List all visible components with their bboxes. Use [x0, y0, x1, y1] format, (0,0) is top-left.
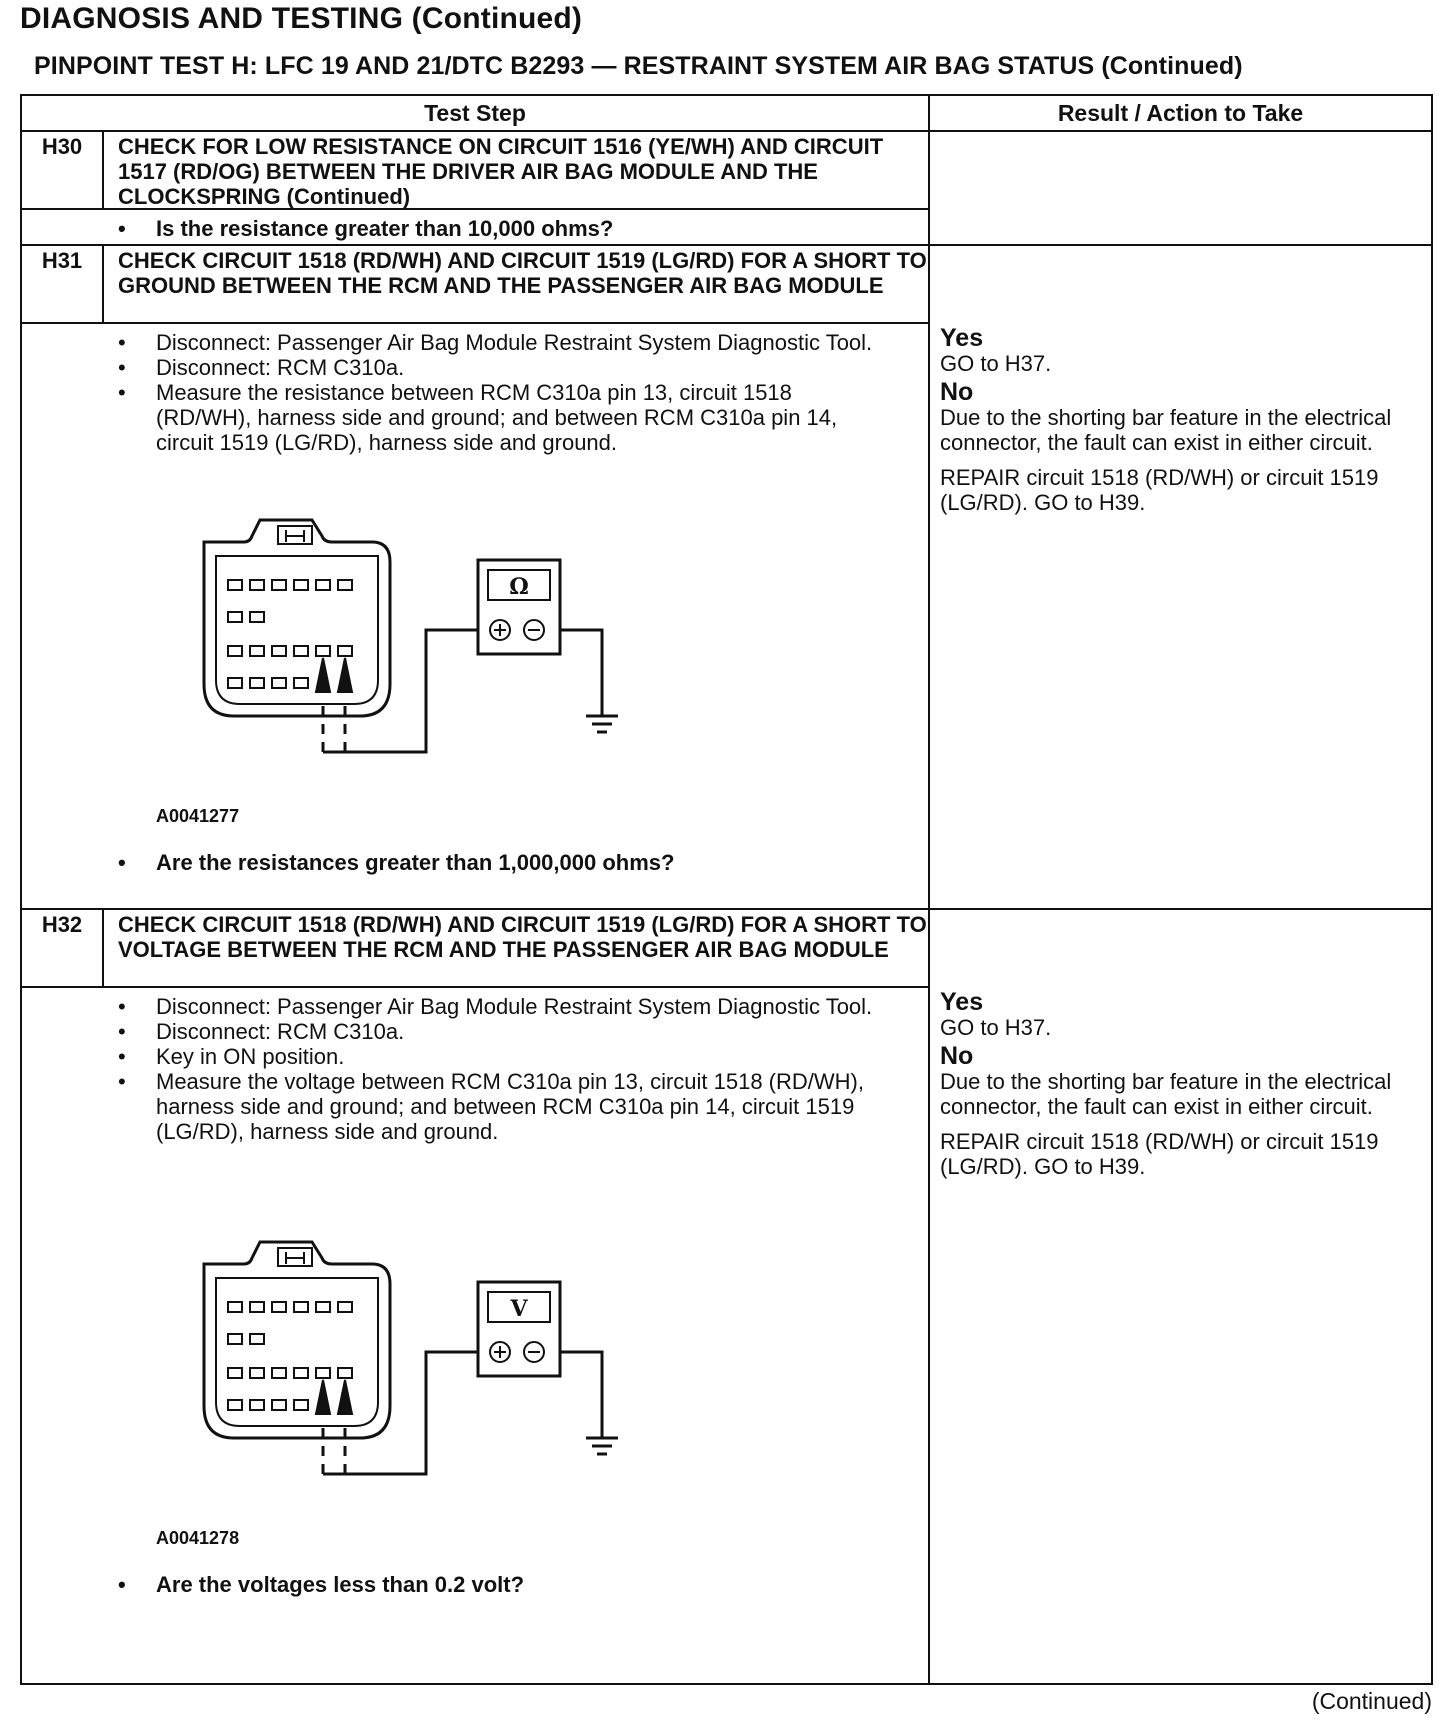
step-question-h32: • Are the voltages less than 0.2 volt? — [118, 1572, 525, 1597]
continued-footer: (Continued) — [1311, 1688, 1432, 1714]
yes-action: GO to H37. — [940, 351, 1052, 376]
h31-title-rule — [22, 322, 928, 324]
no-label: No — [940, 1042, 974, 1070]
instruction-item: • Measure the resistance between RCM C310a pin 13, circuit 1518 (RD/WH), harness side and ground; and between RCM C310a pin 14, circuit 1519 (LG/RD), harness side and ground. — [118, 380, 838, 455]
id-divider-h32 — [102, 908, 104, 986]
header-rule — [22, 130, 1431, 132]
step-id-h30: H30 — [41, 134, 83, 159]
figure-id-h31: A0041277 — [156, 806, 240, 826]
h32-title-rule — [22, 986, 928, 988]
step-question-h31: • Are the resistances greater than 1,000,000 ohms? — [118, 850, 675, 875]
yes-label: Yes — [940, 988, 984, 1016]
step-instructions-h31 — [118, 330, 878, 455]
ohm-symbol: Ω — [509, 574, 529, 600]
result-h32 — [940, 990, 1420, 1179]
yes-label: Yes — [940, 324, 984, 352]
instruction-item: • Measure the voltage between RCM C310a pin 13, circuit 1518 (RD/WH), harness side and ground; and between RCM C310a pin 14, circuit 1519 (LG/RD), harness side and ground. — [118, 1069, 864, 1144]
instruction-item: • Disconnect: RCM C310a. — [118, 355, 405, 380]
pinpoint-test-table — [20, 94, 1433, 1685]
repair-action: REPAIR circuit 1518 (RD/WH) or circuit 1519 (LG/RD). GO to H39. — [940, 465, 1379, 515]
no-explanation: Due to the shorting bar feature in the electrical connector, the fault can exist in either circuit. — [940, 1069, 1392, 1119]
no-explanation: Due to the shorting bar feature in the electrical connector, the fault can exist in either circuit. — [940, 405, 1392, 455]
result-h31 — [940, 326, 1420, 515]
no-label: No — [940, 378, 974, 406]
h31-row-rule — [22, 244, 1431, 246]
repair-action: REPAIR circuit 1518 (RD/WH) or circuit 1519 (LG/RD). GO to H39. — [940, 1129, 1379, 1179]
connector-ohmmeter-diagram — [182, 516, 702, 776]
instruction-item: • Disconnect: RCM C310a. — [118, 1019, 405, 1044]
col-header-result: Result / Action to Take — [1057, 100, 1304, 126]
id-divider-h30 — [102, 130, 104, 208]
step-question-h30: • Is the resistance greater than 10,000 ohms? — [118, 216, 614, 241]
col-header-test-step: Test Step — [424, 100, 526, 126]
figure-id-h32: A0041278 — [156, 1528, 240, 1548]
column-divider — [928, 96, 930, 1683]
page-title: DIAGNOSIS AND TESTING (Continued) — [20, 2, 583, 35]
step-id-h31: H31 — [41, 248, 83, 273]
id-divider-h31 — [102, 244, 104, 322]
step-title-h30: CHECK FOR LOW RESISTANCE ON CIRCUIT 1516 (YE/WH) AND CIRCUIT 1517 (RD/OG) BETWEEN THE DRIVER AIR BAG MODULE AND THE CLOCKSPRING (Continued) — [118, 134, 884, 209]
instruction-item: • Disconnect: Passenger Air Bag Module Restraint System Diagnostic Tool. — [118, 994, 873, 1019]
h32-row-rule — [22, 908, 1431, 910]
volt-symbol: V — [510, 1296, 528, 1322]
step-id-h32: H32 — [41, 912, 83, 937]
step-title-h31: CHECK CIRCUIT 1518 (RD/WH) AND CIRCUIT 1519 (LG/RD) FOR A SHORT TO GROUND BETWEEN THE RCM AND THE PASSENGER AIR BAG MODULE — [118, 248, 927, 298]
instruction-item: • Key in ON position. — [118, 1044, 345, 1069]
instruction-item: • Disconnect: Passenger Air Bag Module Restraint System Diagnostic Tool. — [118, 330, 873, 355]
step-title-h32: CHECK CIRCUIT 1518 (RD/WH) AND CIRCUIT 1519 (LG/RD) FOR A SHORT TO VOLTAGE BETWEEN THE RCM AND THE PASSENGER AIR BAG MODULE — [118, 912, 927, 962]
yes-action: GO to H37. — [940, 1015, 1052, 1040]
connector-voltmeter-diagram — [182, 1238, 702, 1498]
step-instructions-h32 — [118, 994, 878, 1144]
test-subtitle: PINPOINT TEST H: LFC 19 AND 21/DTC B2293 — RESTRAINT SYSTEM AIR BAG STATUS (Continued) — [34, 52, 1243, 80]
